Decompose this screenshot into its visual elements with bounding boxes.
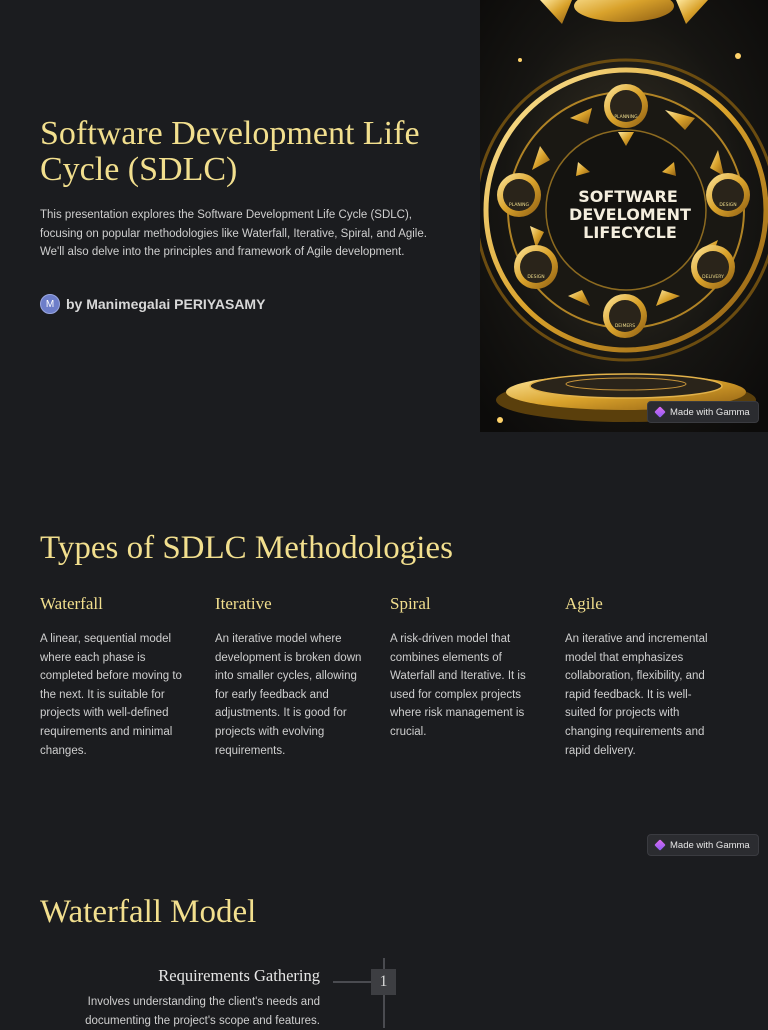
node-label: DESIGN — [527, 275, 545, 280]
hero-description: This presentation explores the Software Development Life Cycle (SDLC), focusing on popular methodologies like Waterfall, Iterative, Spiral, and Agile. We'll also delve into the principles and framework of Agile development. — [40, 209, 427, 258]
illustration-title-line: DEVELOMENT — [569, 205, 691, 224]
node-label: DELIVERY — [702, 275, 724, 280]
hero-image — [480, 0, 768, 432]
author — [40, 294, 265, 314]
node-label: DESIGN — [719, 203, 737, 208]
node-label: DEIMERS — [614, 324, 636, 329]
node-label: PLANING — [509, 203, 529, 208]
methodology-card — [40, 594, 215, 760]
methodology-title: Iterative — [215, 594, 272, 613]
timeline-connector — [333, 981, 373, 983]
avatar: M — [40, 294, 60, 314]
methodology-title: Spiral — [390, 594, 431, 613]
gamma-icon — [654, 406, 665, 417]
methodology-description: An iterative model where development is broken down into smaller cycles, allowing for early feedback and adjustments. It is good for projects with evolving requirements. — [215, 633, 362, 757]
methodology-grid — [40, 594, 740, 760]
step-number: 1 — [371, 969, 396, 995]
methodology-description: A linear, sequential model where each phase is completed before moving to the next. It is suitable for projects with well-defined requirements and minimal changes. — [40, 633, 182, 757]
methodology-card — [215, 594, 390, 760]
methodology-description: A risk-driven model that combines elements of Waterfall and Iterative. It is used for complex projects where risk management is crucial. — [390, 633, 526, 738]
badge-label: Made with Gamma — [670, 406, 750, 418]
step-description: Involves understanding the client's needs and documenting the project's scope and features. — [85, 996, 320, 1027]
node-label: PLANNING — [614, 115, 638, 120]
made-with-gamma-badge[interactable] — [647, 401, 759, 423]
illustration-title-line: SOFTWARE — [578, 187, 678, 206]
methodology-title: Agile — [565, 594, 603, 613]
step-title: Requirements Gathering — [158, 966, 320, 985]
methodology-card — [565, 594, 740, 760]
made-with-gamma-badge[interactable] — [647, 834, 759, 856]
waterfall-section-title: Waterfall Model — [40, 894, 257, 930]
author-name: by Manimegalai PERIYASAMY — [66, 296, 266, 312]
hero-title: Software Development Life Cycle (SDLC) — [40, 115, 420, 188]
sdlc-cycle-illustration — [480, 0, 768, 432]
illustration-title-line: LIFECYCLE — [583, 223, 677, 242]
types-section-title: Types of SDLC Methodologies — [40, 530, 453, 566]
methodology-description: An iterative and incremental model that emphasizes collaboration, flexibility, and rapid feedback. It is well-suited for projects with changing requirements and rapid delivery. — [565, 633, 708, 757]
gamma-icon — [654, 839, 665, 850]
badge-label: Made with Gamma — [670, 839, 750, 851]
methodology-title: Waterfall — [40, 594, 103, 613]
methodology-card — [390, 594, 565, 760]
